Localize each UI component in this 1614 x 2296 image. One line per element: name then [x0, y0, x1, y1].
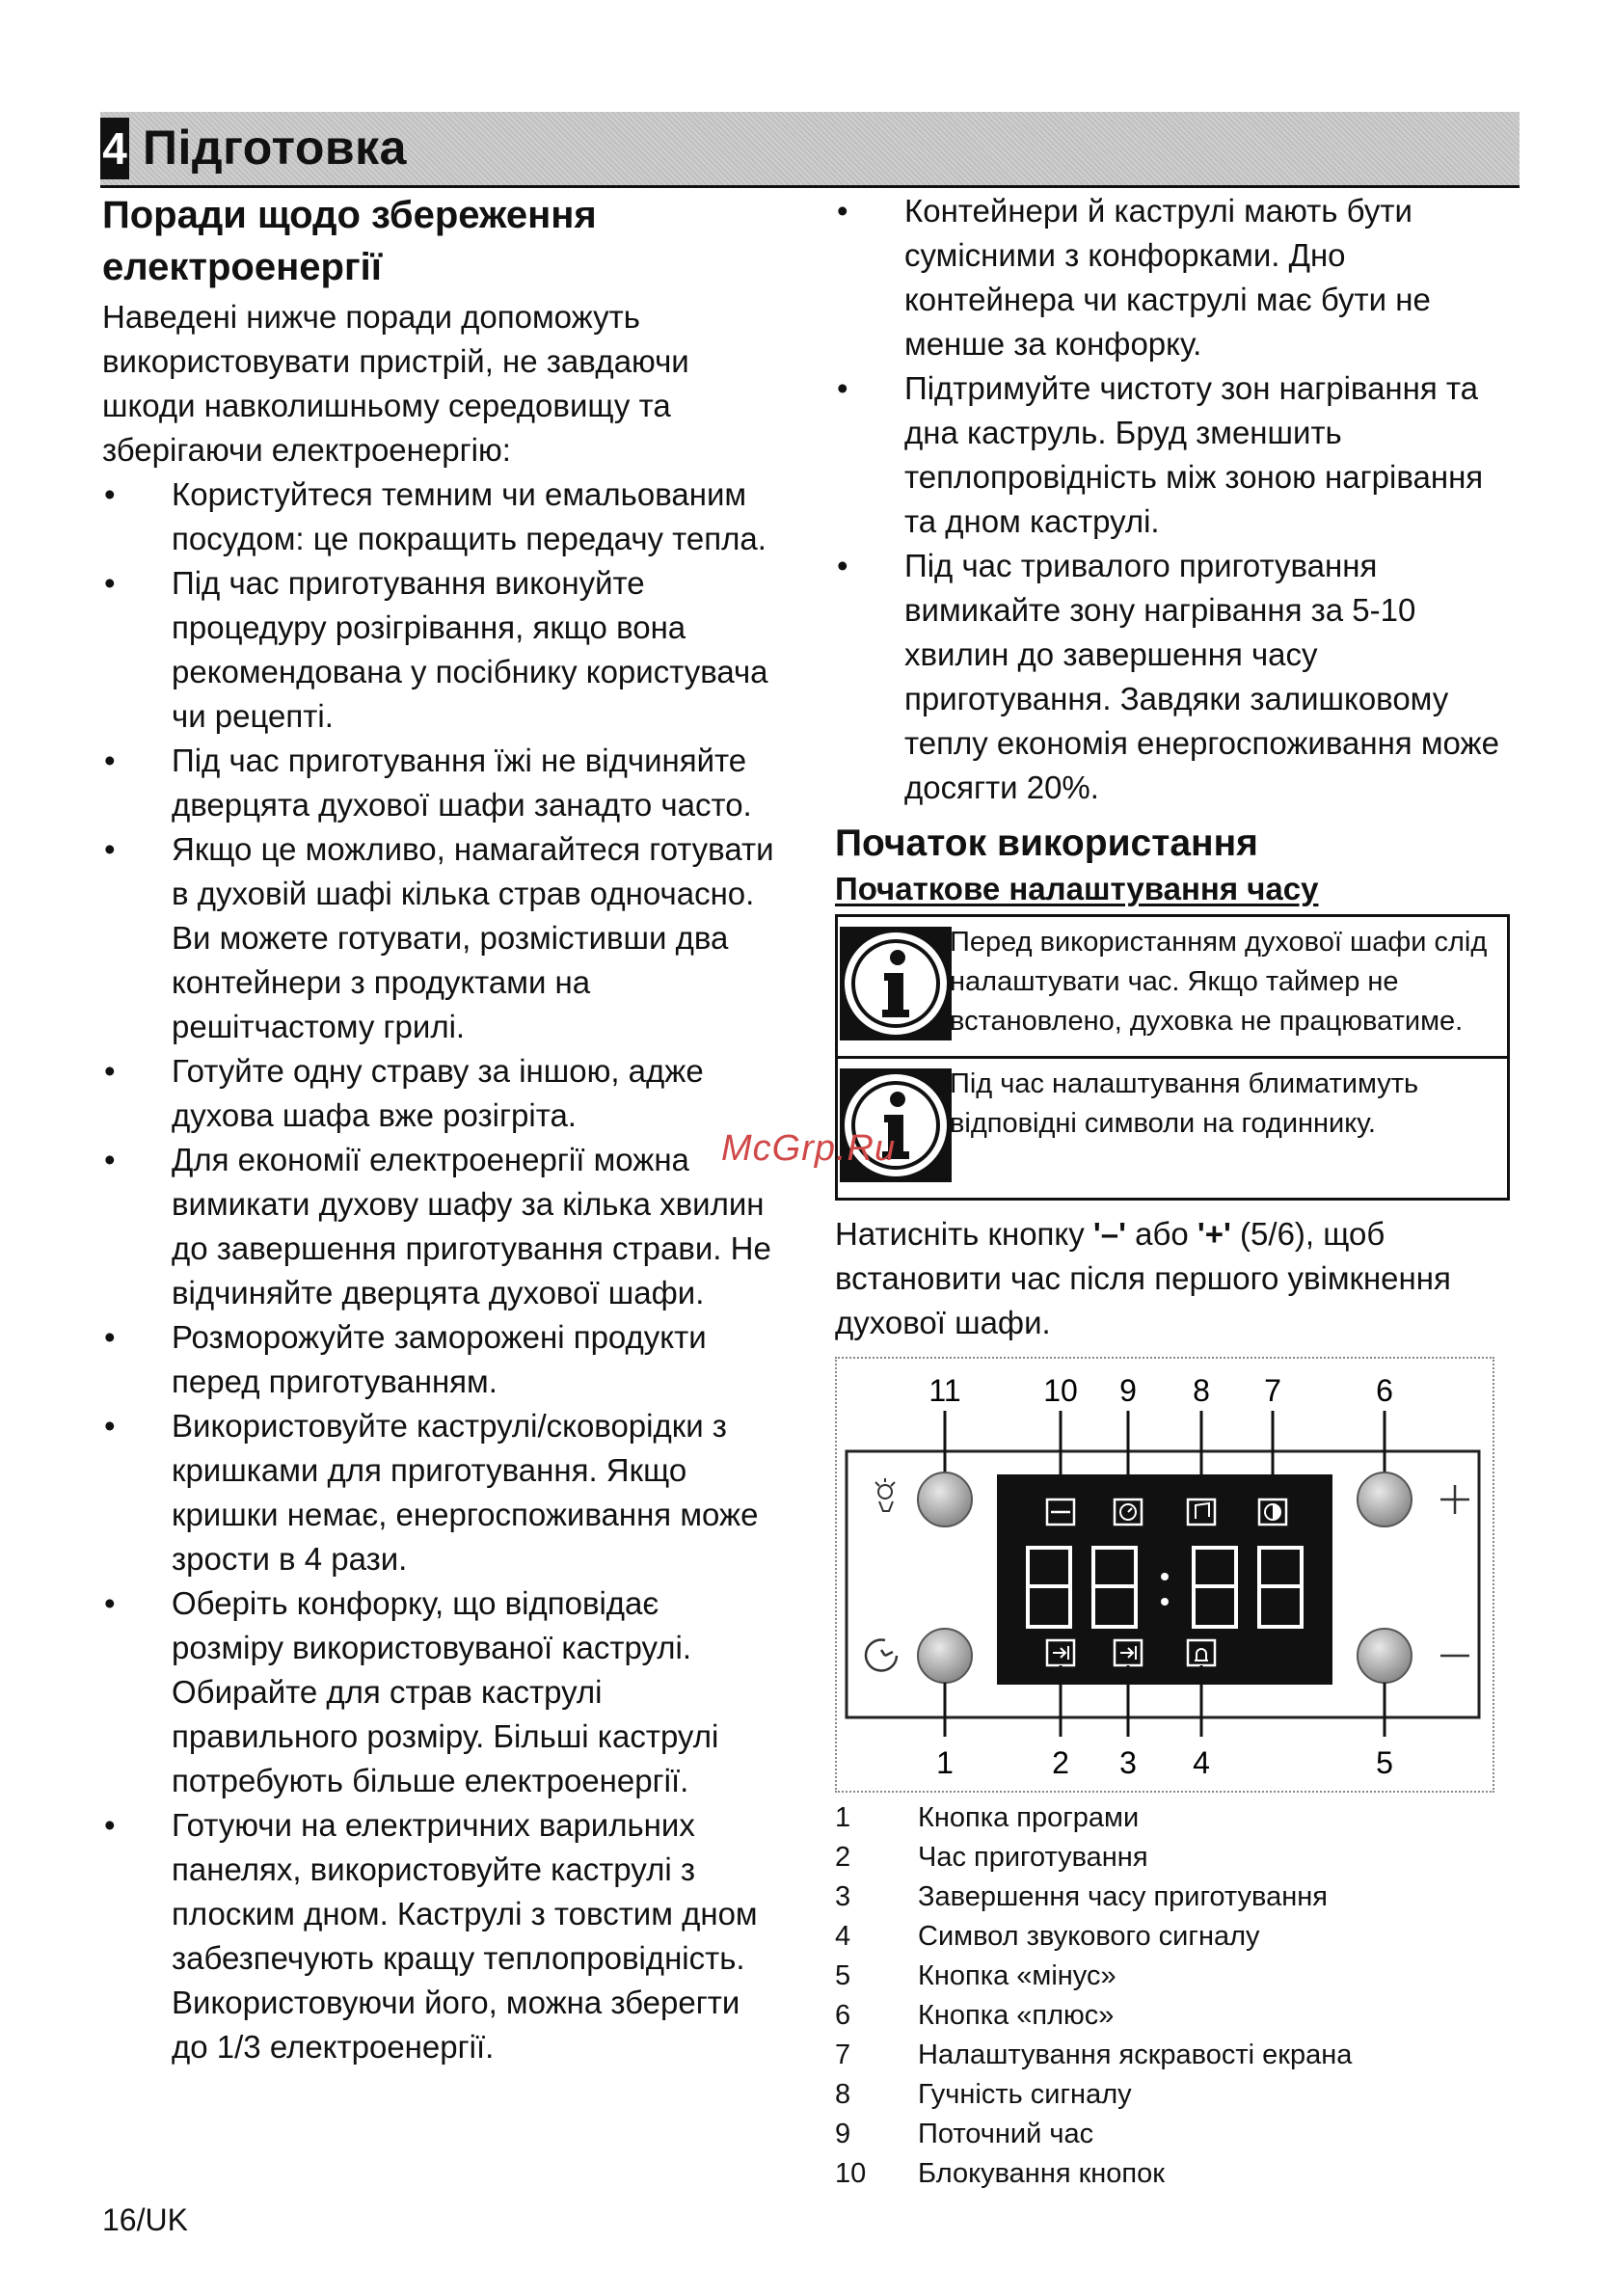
info-box-2	[835, 1056, 1510, 1201]
label-3: 3	[1119, 1745, 1137, 1780]
label-4: 4	[1193, 1745, 1210, 1780]
legend-row: 6 Кнопка «плюс»	[835, 2000, 1115, 2031]
list-item: • Для економії електроенергії можна вимикати духову шафу за кілька хвилин до завершення приготування страви. Не відчиняйте дверцята духової шафи.	[102, 1138, 777, 1315]
section-number: 4	[100, 118, 129, 179]
info-icon	[840, 927, 952, 1040]
list-item: • Підтримуйте чистоту зон нагрівання та дна каструль. Бруд зменшить теплопровідність між зоною нагрівання та дном каструлі.	[835, 366, 1510, 544]
info-text-1: Перед використанням духової шафи слід налаштувати час. Якщо таймер не встановлено, духовка не працюватиме.	[950, 927, 1488, 1037]
legend-row: 2 Час приготування	[835, 1842, 1148, 1873]
control-panel-diagram	[835, 1357, 1494, 1793]
label-1: 1	[936, 1745, 954, 1780]
plus-sign: '+'	[1197, 1216, 1231, 1252]
section-header	[100, 112, 1520, 188]
energy-tips-list	[102, 473, 777, 2069]
list-item: • Контейнери й каструлі мають бути сумісними з конфорками. Дно контейнера чи каструлі має бути не менше за конфорку.	[835, 189, 1510, 366]
label-7: 7	[1264, 1373, 1281, 1408]
list-item: • Оберіть конфорку, що відповідає розміру використовуваної каструлі. Обирайте для страв каструлі правильного розміру. Більші каструлі потребують більше електроенергії.	[102, 1581, 777, 1803]
legend-row: 4 Символ звукового сигналу	[835, 1921, 1260, 1952]
legend-row: 5 Кнопка «мінус»	[835, 1960, 1116, 1991]
list-item: • Якщо це можливо, намагайтеся готувати в духовій шафі кілька страв одночасно. Ви можете готувати, розмістивши два контейнери з продуктами на решітчастому грилі.	[102, 827, 777, 1049]
list-item: • Під час тривалого приготування вимикайте зону нагрівання за 5-10 хвилин до завершення часу приготування. Завдяки залишковому теплу економія енергоспоживання може досягти 20%.	[835, 544, 1510, 810]
time-instruction	[835, 1212, 1510, 1345]
list-item: • Готуючи на електричних варильних панелях, використовуйте каструлі з плоским дном. Каструлі з товстим дном забезпечують кращу теплопровідність. Використовуючи його, можна зберегти до 1/3 електроенергії.	[102, 1803, 777, 2069]
label-2: 2	[1052, 1745, 1069, 1780]
instruction-mid: або	[1125, 1216, 1197, 1252]
label-10: 10	[1043, 1373, 1078, 1408]
list-item: • Використовуйте каструлі/сковорідки з кришками для приготування. Якщо кришки немає, енергоспоживання може зрости в 4 рази.	[102, 1404, 777, 1581]
time-setting-subheading: Початкове налаштування часу	[835, 871, 1319, 906]
label-5: 5	[1376, 1745, 1393, 1780]
energy-saving-intro: Наведені нижче поради допоможуть використовувати пристрій, не завдаючи шкоди навколишньому середовищу та зберігаючи електроенергію:	[102, 299, 689, 468]
energy-saving-heading: Поради щодо збереження електроенергії	[102, 194, 597, 288]
program-button[interactable]	[918, 1629, 972, 1683]
instruction-post: (5/6), щоб встановити час після першого увімкнення духової шафи.	[835, 1216, 1451, 1340]
control-panel-svg	[837, 1359, 1493, 1791]
page-number: 16/UK	[102, 2202, 188, 2237]
list-item: • Під час приготування їжі не відчиняйте дверцята духової шафи занадто часто.	[102, 739, 777, 827]
left-column	[102, 189, 777, 2069]
legend-row: 3 Завершення часу приготування	[835, 1881, 1328, 1912]
minus-button[interactable]	[1358, 1629, 1412, 1683]
legend-row: 9 Поточний час	[835, 2119, 1094, 2149]
label-11: 11	[928, 1373, 961, 1408]
legend-row: 8 Гучність сигналу	[835, 2079, 1132, 2110]
program-knob-top-left[interactable]	[918, 1472, 972, 1526]
watermark: McGrp.Ru	[721, 1128, 897, 1169]
list-item: • Під час приготування виконуйте процедуру розігрівання, якщо вона рекомендована у посібнику користувача чи рецепті.	[102, 561, 777, 739]
section-title: Підготовка	[143, 121, 407, 175]
list-item: • Готуйте одну страву за іншою, адже духова шафа вже розігріта.	[102, 1049, 777, 1138]
diagram-legend	[835, 1798, 1510, 2194]
minus-sign: '–'	[1092, 1216, 1126, 1252]
getting-started-heading: Початок використання	[835, 823, 1258, 864]
plus-button[interactable]	[1358, 1472, 1412, 1526]
instruction-pre: Натисніть кнопку	[835, 1216, 1093, 1252]
right-column	[835, 189, 1510, 2194]
legend-row: 10 Блокування кнопок	[835, 2158, 1165, 2189]
label-6: 6	[1376, 1373, 1393, 1408]
label-9: 9	[1119, 1373, 1137, 1408]
info-text-2: Під час налаштування блиматимуть відповідні символи на годиннику.	[950, 1068, 1419, 1139]
list-item: • Користуйтеся темним чи емальованим посудом: це покращить передачу тепла.	[102, 473, 777, 561]
legend-row: 7 Налаштування яскравості екрана	[835, 2039, 1353, 2070]
list-item: • Розморожуйте заморожені продукти перед приготуванням.	[102, 1315, 777, 1404]
info-box-1	[835, 914, 1510, 1059]
legend-row: 1 Кнопка програми	[835, 1802, 1140, 1833]
pan-tips-list	[835, 189, 1510, 810]
label-8: 8	[1193, 1373, 1210, 1408]
